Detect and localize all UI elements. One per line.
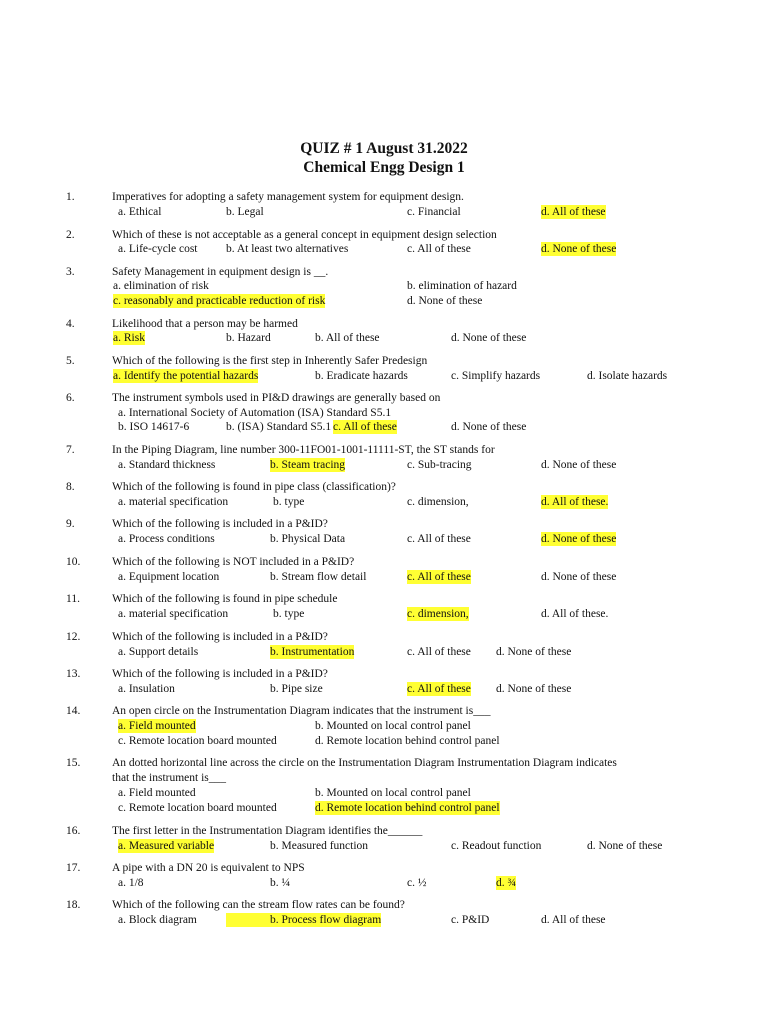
option-c: c. Financial: [407, 206, 461, 218]
option-b: b. Mounted on local control panel: [315, 720, 471, 732]
option-b-answer: b. Steam tracing: [270, 459, 346, 471]
option-b: b. type: [273, 496, 305, 508]
option-a-answer: a. Field mounted: [118, 720, 196, 732]
course-subtitle: Chemical Engg Design 1: [303, 159, 465, 176]
option-b2: b. (ISA) Standard S5.1: [226, 421, 332, 433]
question-text: In the Piping Diagram, line number 300-11FO01-1001-11111-ST, the ST stands for: [112, 444, 495, 456]
question-number: 17.: [66, 862, 81, 874]
option-d: d. Remote location behind control panel: [315, 735, 500, 747]
question-text: Which of these is not acceptable as a general concept in equipment design selection: [112, 229, 497, 241]
option-a: a. material specification: [118, 496, 229, 508]
question-number: 7.: [66, 444, 75, 456]
option-d-answer: d. Remote location behind control panel: [315, 802, 500, 814]
option-d: d. None of these: [407, 295, 483, 307]
option-a: a. elimination of risk: [113, 280, 209, 292]
option-b: b. Eradicate hazards: [315, 370, 408, 382]
option-d: d. None of these: [451, 421, 527, 433]
option-a: a. Insulation: [118, 683, 175, 695]
option-a: a. Life-cycle cost: [118, 243, 198, 255]
option-b: b. Pipe size: [270, 683, 323, 695]
question-number: 4.: [66, 318, 75, 330]
quiz-title: QUIZ # 1 August 31.2022: [300, 140, 468, 157]
option-c: b. All of these: [315, 332, 380, 344]
option-c-answer: c. All of these: [333, 421, 397, 433]
option-d-answer: d. ¾: [496, 877, 517, 889]
option-b: b. ISO 14617-6: [118, 421, 190, 433]
option-b: b. elimination of hazard: [407, 280, 517, 292]
option-c-answer: c. All of these: [407, 683, 471, 695]
option-c: c. Sub-tracing: [407, 459, 472, 471]
option-a: a. Block diagram: [118, 914, 197, 926]
option-d-answer: d. All of these: [541, 206, 606, 218]
question-text: A pipe with a DN 20 is equivalent to NPS: [112, 862, 305, 874]
question-text: Likelihood that a person may be harmed: [112, 318, 298, 330]
option-c: c. Remote location board mounted: [118, 735, 277, 747]
option-a: a. International Society of Automation (ISA) Standard S5.1: [118, 407, 392, 419]
question-text: An dotted horizontal line across the circle on the Instrumentation Diagram Instrumentation Diagram indicates: [112, 757, 617, 769]
option-c: c. ½: [407, 877, 427, 889]
question-number: 12.: [66, 631, 81, 643]
question-text-line-2: that the instrument is___: [112, 772, 227, 784]
question-text: Which of the following can the stream flow rates can be found?: [112, 899, 405, 911]
option-a: a. Support details: [118, 646, 199, 658]
option-a-answer: a. Measured variable: [118, 840, 215, 852]
option-d: d. None of these: [496, 646, 572, 658]
option-b: b. Mounted on local control panel: [315, 787, 471, 799]
question-number: 8.: [66, 481, 75, 493]
question-number: 10.: [66, 556, 81, 568]
option-a-answer: a. Identify the potential hazards: [113, 370, 259, 382]
option-a-answer: a. Risk: [113, 332, 145, 344]
option-c: c. All of these: [407, 533, 471, 545]
option-d: d. None of these: [451, 332, 527, 344]
option-a: a. Ethical: [118, 206, 162, 218]
option-d-answer: d. None of these: [541, 243, 617, 255]
option-d: d. Isolate hazards: [587, 370, 668, 382]
option-d: d. All of these: [541, 914, 606, 926]
question-number: 6.: [66, 392, 75, 404]
question-text: Safety Management in equipment design is __.: [112, 266, 329, 278]
question-number: 1.: [66, 191, 75, 203]
option-d: d. None of these: [496, 683, 572, 695]
option-c: c. Simplify hazards: [451, 370, 541, 382]
option-a: a. 1/8: [118, 877, 144, 889]
option-c: c. dimension,: [407, 496, 469, 508]
question-text: Imperatives for adopting a safety management system for equipment design.: [112, 191, 464, 203]
question-text: Which of the following is NOT included in a P&ID?: [112, 556, 355, 568]
option-d: d. None of these: [587, 840, 663, 852]
option-c-answer: c. reasonably and practicable reduction of risk: [113, 295, 326, 307]
option-c: c. P&ID: [451, 914, 490, 926]
question-number: 2.: [66, 229, 75, 241]
option-d-answer: d. None of these: [541, 533, 617, 545]
option-a: a. material specification: [118, 608, 229, 620]
option-a: a. Standard thickness: [118, 459, 216, 471]
option-c: c. Remote location board mounted: [118, 802, 277, 814]
option-b: b. type: [273, 608, 305, 620]
question-text: Which of the following is found in pipe schedule: [112, 593, 338, 605]
option-c: c. All of these: [407, 646, 471, 658]
option-d: d. All of these.: [541, 608, 609, 620]
question-text: The first letter in the Instrumentation Diagram identifies the______: [112, 825, 423, 837]
question-text: Which of the following is included in a P&ID?: [112, 631, 328, 643]
option-c-answer: c. All of these: [407, 571, 471, 583]
option-b: b. Stream flow detail: [270, 571, 367, 583]
question-text: Which of the following is included in a P&ID?: [112, 518, 328, 530]
question-number: 3.: [66, 266, 75, 278]
option-b-answer: b. Instrumentation: [270, 646, 355, 658]
option-b: b. Hazard: [226, 332, 271, 344]
question-number: 5.: [66, 355, 75, 367]
option-b: b. Measured function: [270, 840, 369, 852]
option-d: d. None of these: [541, 459, 617, 471]
question-text: The instrument symbols used in PI&D drawings are generally based on: [112, 392, 441, 404]
question-number: 16.: [66, 825, 81, 837]
question-number: 13.: [66, 668, 81, 680]
question-text: Which of the following is found in pipe class (classification)?: [112, 481, 396, 493]
question-text: Which of the following is included in a P&ID?: [112, 668, 328, 680]
option-d: d. None of these: [541, 571, 617, 583]
option-b: b. ¼: [270, 877, 291, 889]
option-a: a. Process conditions: [118, 533, 215, 545]
option-d-answer: d. All of these.: [541, 496, 609, 508]
question-number: 14.: [66, 705, 81, 717]
option-b: b. Legal: [226, 206, 264, 218]
question-text: Which of the following is the first step in Inherently Safer Predesign: [112, 355, 428, 367]
question-number: 11.: [66, 593, 80, 605]
option-b: b. At least two alternatives: [226, 243, 349, 255]
question-number: 18.: [66, 899, 81, 911]
option-a: a. Field mounted: [118, 787, 196, 799]
option-b: b. Physical Data: [270, 533, 346, 545]
question-number: 9.: [66, 518, 75, 530]
option-b-answer: b. Process flow diagram: [226, 913, 381, 927]
option-a: a. Equipment location: [118, 571, 220, 583]
option-c: c. Readout function: [451, 840, 542, 852]
option-c: c. All of these: [407, 243, 471, 255]
question-number: 15.: [66, 757, 81, 769]
option-c-answer: c. dimension,: [407, 608, 469, 620]
question-text: An open circle on the Instrumentation Diagram indicates that the instrument is___: [112, 705, 491, 717]
